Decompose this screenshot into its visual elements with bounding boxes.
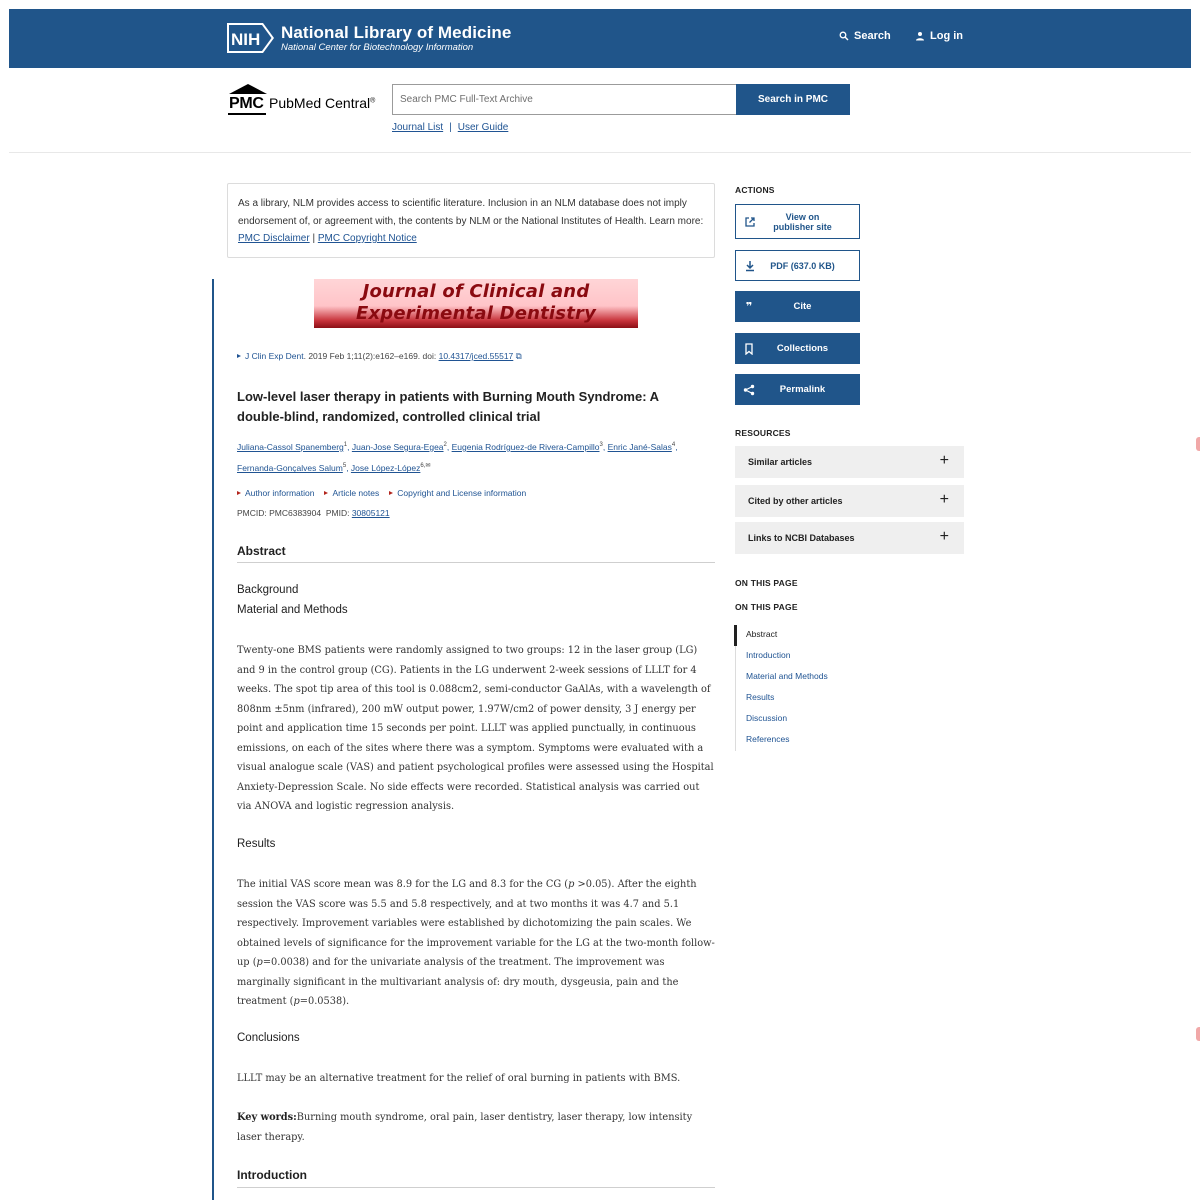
permalink-label: Permalink — [779, 383, 826, 395]
author-affiliation: 4 — [671, 442, 676, 448]
table-of-contents — [735, 625, 895, 751]
results-text: =0.0038) and for the univariate analysis of the treatment. The improvement was marginally significant in the multivariant analysis of: dry mouth, dysgeusia, pain and the treatment ( — [237, 957, 679, 1007]
author-affiliation: 1 — [343, 442, 348, 448]
actions-label: ACTIONS — [735, 185, 775, 195]
collections-button[interactable] — [735, 333, 860, 364]
author-affiliation: 5 — [342, 463, 347, 470]
copyright-info-label: Copyright and License information — [397, 488, 527, 498]
introduction-heading: Introduction — [237, 1168, 715, 1188]
header-login-link[interactable] — [915, 30, 963, 42]
keywords-text: Burning mouth syndrome, oral pain, laser dentistry, laser therapy, low intensity laser therapy. — [237, 1112, 693, 1143]
nih-title: National Library of Medicine — [281, 22, 512, 42]
abstract-heading: Abstract — [237, 544, 715, 563]
download-icon — [744, 260, 756, 272]
toc-item-introduction[interactable]: Introduction — [746, 650, 791, 660]
view-publisher-line1: View on — [785, 211, 820, 222]
cite-label: Cite — [793, 300, 812, 312]
pmcid: PMCID: PMC6383904 — [237, 508, 322, 518]
pmc-logo-underline — [228, 113, 266, 115]
journal-banner-line1: Journal of Clinical and — [362, 281, 590, 302]
author-affiliation: 6,✉ — [420, 463, 431, 470]
sub-links-separator: | — [449, 122, 452, 133]
results-text: The initial VAS score mean was 8.9 for the LG and 8.3 for the CG ( — [237, 879, 569, 890]
edge-marker — [1196, 437, 1200, 451]
article-notes-label: Article notes — [332, 488, 380, 498]
share-icon — [743, 384, 755, 396]
toc-item-results[interactable]: Results — [746, 692, 775, 702]
user-guide-link[interactable]: User Guide — [457, 122, 509, 133]
accordion-label: Cited by other articles — [748, 496, 843, 506]
nih-badge-text: NIH — [231, 30, 261, 49]
article-title: Low-level laser therapy in patients with Burning Mouth Syndrome: A double-blind, randomized, controlled clinical trial — [237, 389, 659, 424]
author-link[interactable]: Jose López-López — [350, 463, 421, 474]
ncbi-links-accordion[interactable] — [735, 522, 964, 554]
doi-link[interactable]: 10.4317/jced.55517 — [438, 351, 514, 361]
accordion-label: Links to NCBI Databases — [748, 533, 855, 543]
article-ids — [237, 508, 390, 518]
toc-item-references[interactable]: References — [746, 734, 790, 744]
background-heading: Background — [237, 584, 299, 596]
view-publisher-line2: publisher site — [773, 221, 832, 232]
header-search-link[interactable] — [839, 30, 891, 42]
pmc-logo-name — [269, 95, 375, 111]
user-icon — [915, 31, 925, 41]
conclusions-paragraph: LLLT may be an alternative treatment for the relief of oral burning in patients with BMS. — [237, 1073, 681, 1084]
toc-item-discussion[interactable]: Discussion — [746, 713, 788, 723]
edge-marker — [1196, 1027, 1200, 1041]
author-affiliation: 2 — [443, 442, 447, 448]
view-on-publisher-site-button[interactable] — [735, 204, 860, 239]
plus-icon: + — [939, 452, 949, 469]
results-italic-p: p — [293, 996, 300, 1007]
author-list: Juliana-Cassol Spanemberg$^1$, Juan-Jose Segura-Egea$^2$, Eugenia Rodríguez-de Rivera-Campillo$^3$, Enric Jané-Salas$^4$, Fernanda-Gonçalves Salum$^5$, Jose López-López$^{6,✉}$ — [237, 441, 678, 474]
journal-banner[interactable] — [314, 279, 638, 328]
header-login-label: Log in — [930, 30, 963, 42]
nih-header — [9, 9, 1191, 68]
methods-paragraph: Twenty-one BMS patients were randomly assigned to two groups: 12 in the laser group (LG) and 9 in the control group (CG). Patients in the LG underwent 2-week sessions of LLLT for 4 weeks. The spot tip area of this tool is 0.088cm2, semi-conductor GaAlAs, with a wavelength of 808nm ±5nm (infrared), 200 mW output power, 1.97W/cm2 of power density, 3 J energy per point and application time 15 seconds per point. LLLT was applied punctually, in continuous emissions, on each of the sites where there was a symptom. Symptoms were evaluated with a visual analogue scale (VAS) and patient psychological profiles were assessed using the Hospital Anxiety-Depression Scale. No side effects were recorded. Statistical analysis was carried out via ANOVA and logistic regression analysis. — [237, 645, 714, 812]
toc-item-abstract[interactable]: Abstract — [734, 625, 895, 646]
external-link-icon: ⧉ — [515, 351, 522, 361]
results-heading: Results — [237, 838, 276, 850]
keywords-label: Key words: — [237, 1112, 297, 1123]
pmc-disclaimer-link[interactable]: PMC Disclaimer — [238, 233, 310, 244]
pdf-download-button[interactable] — [735, 250, 860, 281]
author-link[interactable]: Enric Jané-Salas — [607, 441, 672, 452]
plus-icon: + — [939, 528, 949, 545]
article-notes-toggle[interactable] — [324, 488, 379, 498]
resources-label: RESOURCES — [735, 428, 791, 438]
pmc-logo-word: PMC — [229, 95, 264, 112]
citation-line — [237, 351, 522, 362]
pdf-label: PDF (637.0 KB) — [770, 260, 835, 271]
nlm-disclaimer — [227, 183, 715, 258]
pmc-copyright-notice-link[interactable]: PMC Copyright Notice — [317, 233, 417, 244]
author-link[interactable]: Fernanda-Gonçalves Salum — [237, 463, 343, 474]
author-information-label: Author information — [245, 488, 315, 498]
conclusions-heading: Conclusions — [237, 1032, 300, 1044]
search-in-pmc-button[interactable]: Search in PMC — [736, 84, 850, 115]
article-meta-links — [237, 488, 526, 498]
cited-by-accordion[interactable] — [735, 485, 964, 517]
similar-articles-accordion[interactable] — [735, 446, 964, 478]
results-text: >0.05). After the eighth session the VAS score was 5.5 and 5.8 respectively, and at two months it was 4.7 and 5.1 respectively. Improvement variables were established by dichotomizing the pain scales. We obtained levels of significance for the improvement variable for the LG at the two-month follow-up ( — [237, 879, 715, 968]
pmc-search-input[interactable] — [392, 84, 736, 115]
author-affiliation: 3 — [599, 442, 603, 448]
pmc-logo-name-text: PubMed Central — [269, 95, 371, 111]
pmc-roof-icon — [228, 83, 268, 95]
nih-subtitle: National Center for Biotechnology Information — [281, 41, 474, 53]
pmc-sub-links — [392, 122, 508, 133]
results-italic-p: p — [568, 879, 575, 890]
collections-label: Collections — [776, 342, 829, 354]
bookmark-icon — [743, 343, 755, 355]
author-information-toggle[interactable] — [237, 488, 314, 498]
pmid-link[interactable]: 30805121 — [351, 508, 390, 518]
nih-badge-icon — [227, 22, 275, 54]
quote-icon: ❞ — [745, 301, 753, 313]
permalink-button[interactable] — [735, 374, 860, 405]
search-icon — [839, 31, 849, 41]
disclaimer-text: As a library, NLM provides access to scientific literature. Inclusion in an NLM database does not imply endorsement of, or agreement with, the contents by NLM or the National Institutes of Health. Learn more: — [238, 198, 704, 227]
journal-banner-line2: Experimental Dentistry — [355, 303, 597, 324]
expand-triangle-icon — [237, 354, 241, 358]
accordion-label: Similar articles — [748, 457, 813, 467]
expand-triangle-icon — [389, 491, 393, 495]
citation-text: . 2019 Feb 1;11(2):e162–e169. doi: — [303, 351, 439, 361]
article-left-rule — [212, 279, 214, 1200]
pmc-logo[interactable] — [228, 83, 384, 117]
results-italic-p: p — [256, 957, 263, 968]
keywords-paragraph — [237, 1108, 715, 1147]
author-link[interactable]: Eugenia Rodríguez-de Rivera-Campillo — [451, 441, 600, 452]
pmid-label: PMID: — [325, 508, 352, 518]
header-divider — [9, 152, 1191, 153]
toc-item-material-and-methods[interactable]: Material and Methods — [746, 671, 828, 681]
results-paragraph — [237, 875, 715, 1012]
copyright-info-toggle[interactable] — [389, 488, 526, 498]
expand-triangle-icon — [324, 491, 328, 495]
methods-heading: Material and Methods — [237, 604, 348, 616]
header-search-label: Search — [854, 30, 891, 42]
nih-logo[interactable] — [227, 20, 511, 56]
pmc-logo-reg: ® — [370, 97, 376, 105]
on-this-page-label: ON THIS PAGE — [735, 578, 798, 588]
external-link-icon — [744, 216, 756, 228]
expand-triangle-icon — [237, 491, 241, 495]
on-this-page-label: ON THIS PAGE — [735, 602, 798, 612]
journal-abbr-link[interactable]: J Clin Exp Dent — [245, 351, 304, 361]
cite-button[interactable] — [735, 291, 860, 322]
disclaimer-separator: | — [309, 233, 318, 244]
results-text: =0.0538). — [299, 996, 350, 1007]
plus-icon: + — [939, 491, 949, 508]
journal-list-link[interactable]: Journal List — [392, 122, 444, 133]
author-link[interactable]: Juan-Jose Segura-Egea — [351, 441, 444, 452]
author-link[interactable]: Juliana-Cassol Spanemberg — [237, 441, 344, 452]
